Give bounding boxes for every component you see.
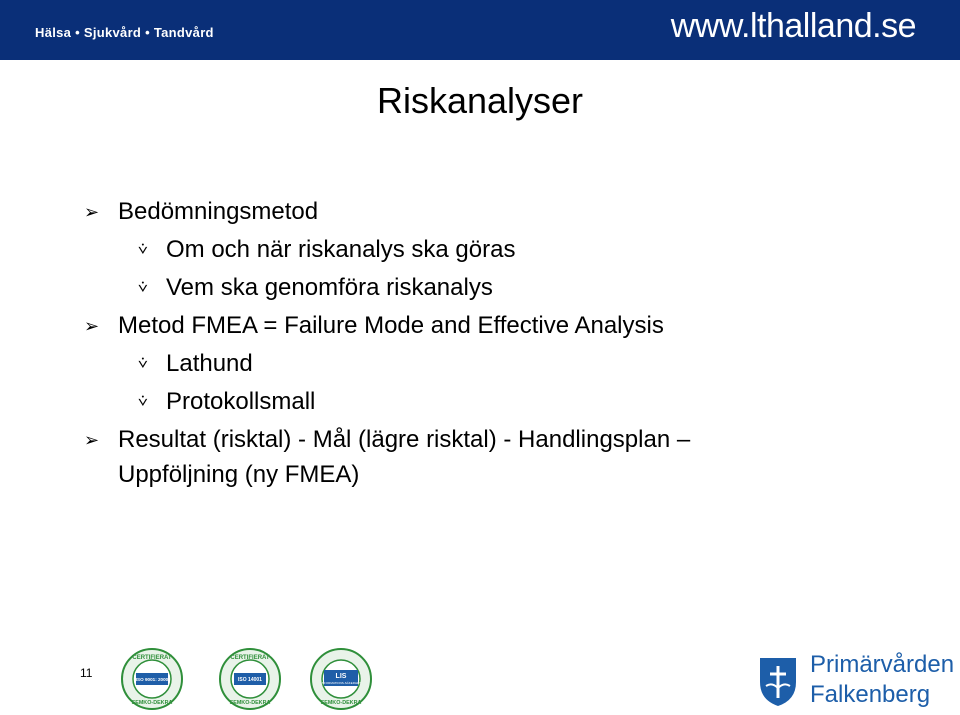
list-item-text: Om och när riskanalys ska göras: [166, 236, 516, 263]
list-item: [78, 307, 938, 345]
organization-name-line1: Primärvården: [810, 651, 955, 678]
list-item-text: Metod FMEA = Failure Mode and Effective Analysis: [118, 312, 664, 339]
list-item-continuation: [78, 459, 938, 491]
list-item-text: Uppföljning (ny FMEA): [118, 461, 360, 488]
cert-bottom-text: SEMKO-DEKRA: [229, 700, 271, 706]
list-item: [78, 231, 938, 269]
cert-top-text: CERTIFIERAT: [230, 655, 270, 661]
cert-top-text: CERTIFIERAT: [132, 655, 172, 661]
list-item: [78, 345, 938, 383]
site-url-link[interactable]: www.lthalland.se: [670, 7, 916, 45]
check-bullet-icon: ⩒: [138, 393, 148, 410]
header-tagline: Hälsa • Sjukvård • Tandvård: [35, 25, 214, 40]
cert-bottom-text: SEMKO-DEKRA: [131, 700, 173, 706]
list-item-text: Protokollsmall: [166, 388, 316, 415]
arrow-bullet-icon: ➢: [84, 316, 100, 336]
list-item-text: Lathund: [166, 350, 253, 377]
organization-name-line2: Falkenberg: [810, 681, 931, 708]
list-item-text: Vem ska genomföra riskanalys: [166, 274, 493, 301]
cert-center-text: INFORMATIONS-SÄKERHET: [321, 681, 361, 685]
check-bullet-icon: ⩒: [138, 241, 148, 258]
slide-number: 11: [80, 666, 93, 680]
list-item: [78, 383, 938, 421]
list-item: [78, 269, 938, 307]
header-bar: [0, 0, 960, 60]
bullet-list: [78, 193, 938, 491]
arrow-bullet-icon: ➢: [84, 202, 100, 222]
certificate-seal-icon: [219, 648, 281, 710]
list-item: [78, 193, 938, 231]
list-item-text: Bedömningsmetod: [118, 198, 319, 225]
arrow-bullet-icon: ➢: [84, 430, 100, 450]
primarvarden-logo-icon: [756, 652, 800, 708]
cert-bottom-text: SEMKO-DEKRA: [320, 700, 362, 706]
check-bullet-icon: ⩒: [138, 355, 148, 372]
slide-title: Riskanalyser: [376, 80, 584, 121]
certificate-seal-icon: [310, 648, 372, 710]
check-bullet-icon: ⩒: [138, 279, 148, 296]
list-item-text: Resultat (risktal) - Mål (lägre risktal) - Handlingsplan –: [118, 426, 691, 453]
certificate-seal-icon: [121, 648, 183, 710]
cert-center-text: ISO 14001: [238, 677, 262, 683]
organization-name: [810, 650, 954, 710]
list-item: [78, 421, 938, 459]
cert-top-text: LIS: [335, 673, 347, 680]
cert-center-text: ISO 9001: 2000: [135, 677, 169, 682]
